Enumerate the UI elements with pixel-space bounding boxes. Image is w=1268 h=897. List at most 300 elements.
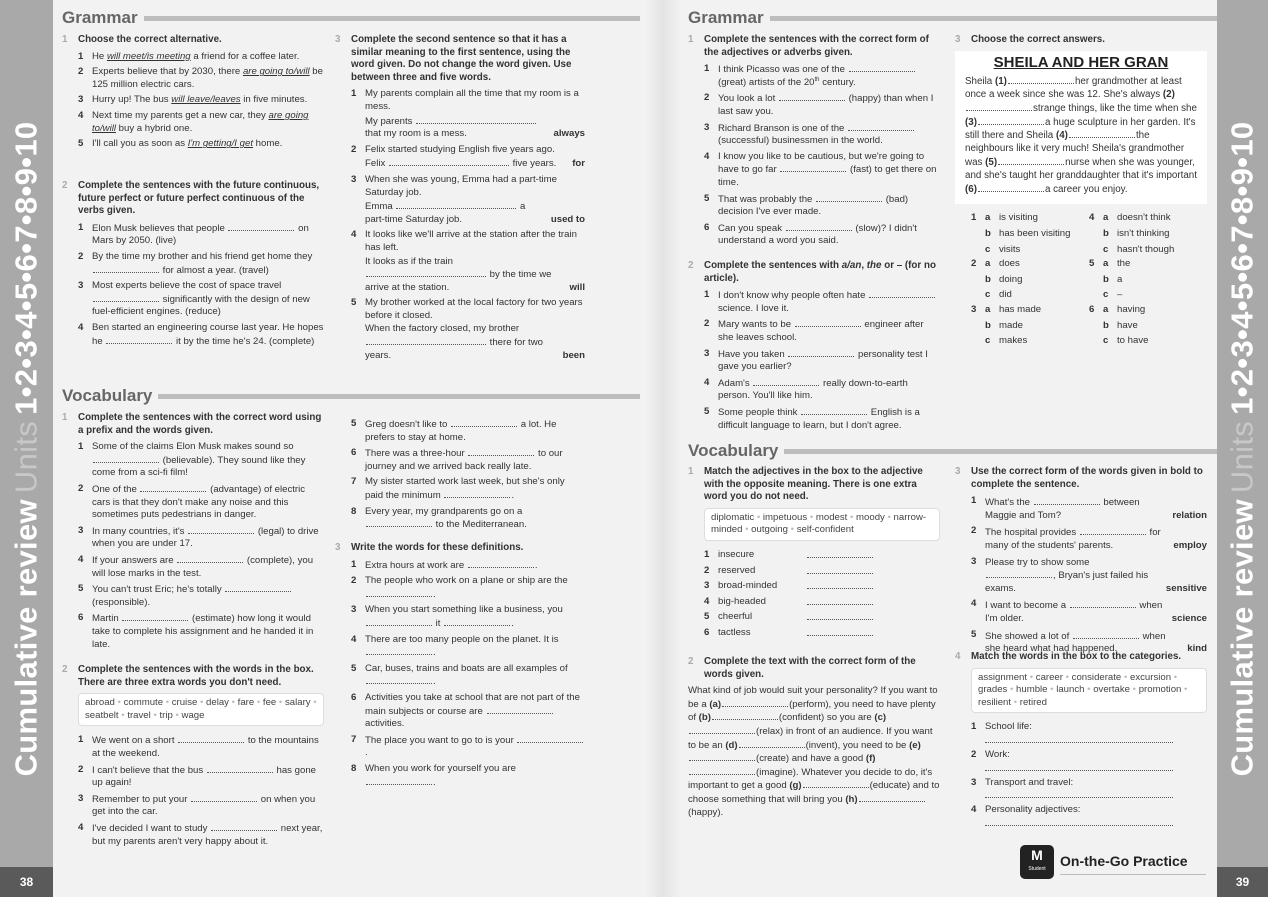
item-sentence — [365, 763, 585, 789]
exercise-1 — [688, 466, 940, 643]
option-letter: c — [1103, 243, 1109, 255]
item-sentence — [92, 734, 324, 760]
item-number: 5 — [971, 628, 977, 640]
text: to the Mediterranean. — [433, 519, 527, 531]
answer-blank[interactable] — [848, 122, 914, 131]
answer-blank[interactable] — [177, 554, 243, 563]
answer-option[interactable] — [985, 244, 1070, 257]
item-number: 5 — [351, 297, 357, 309]
text: . — [534, 559, 538, 571]
text: (educate) and to choose something that will bring you — [688, 780, 940, 805]
word-box-item: abroad — [85, 697, 115, 709]
option-group — [1089, 212, 1207, 256]
item-number: 2 — [704, 92, 710, 104]
word-box-item: • narrow-minded — [711, 512, 926, 536]
item-sentence — [365, 692, 585, 731]
answer-blank[interactable] — [788, 348, 854, 357]
item-text — [365, 88, 585, 140]
item-sentence — [92, 251, 324, 277]
list-item — [351, 88, 585, 140]
answer-option[interactable] — [1103, 244, 1174, 257]
sidebar-unit-numbers: 1•2•3•4•5•6•7•8•9•10 — [8, 121, 44, 415]
text: My brother worked at the local factory for two years before it closed. — [365, 297, 583, 321]
item-rewrite — [985, 496, 1207, 522]
word-box-item: • impetuous — [754, 512, 807, 523]
text: (great) artists of the 20 — [718, 76, 815, 88]
text: next year, but my parents aren't very happy about it. — [92, 822, 323, 847]
text: to the mountains at the weekend. — [92, 735, 319, 759]
answer-blank[interactable] — [366, 588, 432, 597]
answer-blank[interactable] — [366, 268, 486, 277]
bold-text: (1) — [994, 76, 1007, 88]
exercise-instruction — [351, 34, 585, 84]
text: We went on a short — [92, 735, 178, 747]
bold-text: (3) — [965, 116, 977, 128]
list-item — [704, 122, 940, 148]
item-sentence — [92, 764, 324, 790]
answer-blank[interactable] — [986, 569, 1052, 578]
exercise-heading — [955, 34, 1207, 47]
word-box-item: • fee — [254, 697, 276, 708]
answer-blank[interactable] — [122, 612, 188, 621]
text: When you start something like a business, you — [365, 604, 563, 616]
text: for almost a year. (travel) — [160, 264, 269, 276]
exercise-heading — [688, 466, 940, 504]
section-title-text: Grammar — [688, 7, 764, 27]
answer-blank[interactable] — [366, 518, 432, 527]
text: (confident) so you are — [778, 712, 875, 724]
answer-blank[interactable] — [444, 489, 510, 498]
answer-blank[interactable] — [849, 63, 915, 72]
list-item — [78, 583, 324, 609]
item-number: 2 — [78, 250, 84, 262]
list-item — [78, 94, 324, 107]
item-sentence — [92, 138, 324, 151]
answer-blank[interactable] — [228, 222, 294, 231]
item-number: 4 — [704, 376, 710, 388]
list-item — [78, 764, 324, 790]
text: a friend for a coffee later. — [190, 50, 300, 62]
item-text — [718, 348, 940, 374]
answer-blank[interactable] — [689, 725, 755, 734]
item-rewrite — [365, 200, 585, 226]
text: Felix — [365, 158, 388, 170]
list-item — [78, 322, 324, 348]
item-text — [718, 222, 940, 248]
answer-blank[interactable] — [366, 675, 432, 684]
answer-blank[interactable] — [188, 525, 254, 534]
answer-blank[interactable] — [795, 318, 861, 327]
answer-blank[interactable] — [211, 822, 277, 831]
list-item — [971, 495, 1207, 522]
word-box-item: • considerate — [1063, 672, 1121, 683]
answer-option[interactable] — [1103, 335, 1148, 348]
answer-option[interactable] — [1103, 274, 1130, 287]
exercise-2 — [62, 664, 324, 851]
exercise-instruction — [78, 664, 324, 689]
answer-blank[interactable] — [444, 617, 510, 626]
item-text — [718, 318, 940, 344]
answer-option[interactable] — [1103, 212, 1174, 225]
text: , — [861, 260, 867, 271]
exercise-number: 2 — [62, 180, 68, 191]
exercise-3 — [955, 466, 1207, 659]
answer-blank[interactable] — [978, 116, 1044, 125]
answer-blank[interactable] — [1073, 630, 1139, 639]
bold-text: (6) — [965, 183, 977, 195]
answer-option[interactable] — [1103, 320, 1148, 333]
text: She showed a lot of — [985, 630, 1072, 642]
answer-blank[interactable] — [722, 698, 788, 707]
answer-option[interactable] — [985, 320, 1041, 333]
word-box-item: • promotion — [1130, 684, 1181, 695]
item-text — [92, 222, 324, 248]
text: , Bryan's just failed his exams. — [985, 570, 1149, 594]
answer-line[interactable] — [985, 770, 1173, 771]
exercise-3 — [335, 542, 585, 792]
text: century. — [819, 76, 856, 88]
option-text: have — [1117, 319, 1138, 331]
item-sentence — [92, 525, 324, 551]
item-sentence — [365, 604, 585, 630]
answer-blank[interactable] — [468, 447, 534, 456]
list-item — [351, 763, 585, 789]
item-text — [365, 297, 585, 362]
answer-blank[interactable] — [689, 752, 755, 761]
text: Some of the claims Elon Musk makes sound so — [92, 441, 294, 453]
item-sentence — [365, 734, 585, 760]
word-box-item: • overtake — [1085, 684, 1131, 695]
item-number: 4 — [351, 229, 357, 241]
answer-option[interactable] — [1103, 289, 1130, 302]
answer-blank[interactable] — [869, 289, 935, 298]
answer-blank[interactable] — [517, 734, 583, 743]
answer-option[interactable] — [985, 258, 1022, 271]
exercise-number: 3 — [955, 34, 961, 45]
answer-blank[interactable] — [451, 418, 517, 427]
answer-blank[interactable] — [1008, 75, 1074, 84]
answer-blank[interactable] — [1080, 526, 1146, 535]
answer-blank[interactable] — [106, 335, 172, 344]
answer-blank[interactable] — [807, 549, 873, 558]
superscript: th — [814, 76, 820, 83]
answer-blank[interactable] — [191, 793, 257, 802]
sidebar-units: Units — [8, 420, 44, 493]
text: Extra hours at work are — [365, 559, 467, 571]
answer-blank[interactable] — [389, 157, 509, 166]
word-box-item: • delay — [197, 697, 229, 708]
answer-blank[interactable] — [366, 617, 432, 626]
item-number: 4 — [78, 109, 84, 121]
option-group — [1089, 258, 1207, 302]
item-text — [92, 554, 324, 580]
item-sentence — [365, 144, 585, 157]
list-item — [971, 556, 1207, 596]
item-text — [365, 476, 585, 502]
answer-option[interactable] — [985, 335, 1041, 348]
answer-blank[interactable] — [803, 779, 869, 788]
option-letter: b — [985, 273, 991, 285]
item-text — [365, 763, 585, 789]
word-box-item: • grades — [978, 672, 1177, 696]
text: for many of the students' parents. — [985, 527, 1161, 551]
exercise-1 — [688, 34, 940, 251]
answer-blank[interactable] — [93, 264, 159, 273]
answer-blank[interactable] — [978, 183, 1044, 192]
answer-blank[interactable] — [739, 739, 805, 748]
item-text — [92, 94, 324, 107]
item-text — [365, 144, 585, 171]
list-item — [78, 110, 324, 135]
answer-blank[interactable] — [859, 793, 925, 802]
item-sentence — [365, 174, 585, 199]
answer-option[interactable] — [985, 212, 1070, 225]
text: Complete the sentences with the correct word using a prefix and the words given. — [78, 412, 322, 436]
answer-line[interactable] — [985, 742, 1173, 743]
item-text — [365, 506, 585, 532]
item-sentence — [92, 222, 324, 248]
list-item — [704, 377, 940, 403]
list-item — [971, 525, 1207, 552]
item-number: 6 — [351, 447, 357, 459]
item-rewrite — [365, 157, 585, 171]
word-box-item: • trip — [151, 710, 173, 721]
text: My sister started work last week, but she's only paid the minimum — [365, 476, 565, 501]
option-text: doesn't think — [1117, 212, 1171, 224]
rewrite-text — [365, 200, 545, 226]
text: Choose the correct alternative. — [78, 34, 222, 45]
section-title-text: Vocabulary — [688, 440, 779, 460]
exercise-number: 3 — [335, 34, 341, 45]
text: . — [433, 588, 436, 600]
item-rewrite — [365, 323, 585, 362]
text: (slow)? I didn't understand a word you said. — [718, 222, 917, 247]
sidebar-unit-numbers: 1•2•3•4•5•6•7•8•9•10 — [1224, 121, 1260, 415]
list-item — [704, 565, 940, 578]
sidebar-title-text: Cumulative review — [1224, 498, 1260, 776]
answer-blank[interactable] — [807, 565, 873, 574]
item-number: 2 — [704, 318, 710, 330]
answer-option[interactable] — [1103, 228, 1174, 241]
text: personality test I gave you earlier? — [718, 348, 928, 373]
page-number: 38 — [0, 867, 53, 897]
answer-options — [971, 212, 1207, 349]
key-word: for — [572, 158, 585, 170]
text: My parents complain all the time that my room is a mess. — [365, 88, 579, 112]
exercise-4 — [955, 651, 1207, 832]
italic-text: a/an — [841, 260, 862, 271]
key-word: relation — [1172, 509, 1207, 521]
alternative-choice: are going to/will — [242, 66, 310, 78]
answer-blank[interactable] — [1070, 599, 1136, 608]
text: on Mars by 2050. (live) — [92, 222, 309, 247]
item-number: 1 — [78, 50, 84, 62]
item-number: 4 — [78, 821, 84, 833]
item-rewrite — [985, 599, 1207, 625]
item-text — [92, 483, 324, 522]
answer-blank[interactable] — [807, 596, 873, 605]
answer-blank[interactable] — [468, 559, 534, 568]
answer-option[interactable] — [985, 289, 1022, 302]
answer-blank[interactable] — [487, 705, 553, 714]
answer-blank[interactable] — [207, 764, 273, 773]
text: (advantage) of electric cars is that they don't make any noise and this sometimes puts pedestrians in danger. — [92, 483, 306, 521]
answer-blank[interactable] — [366, 646, 432, 655]
item-number: 3 — [78, 280, 84, 292]
text: Complete the second sentence so that it has a similar meaning to the first sentence, using the word given. Do not change the word given. Use between three and five words. — [351, 34, 572, 83]
answer-blank[interactable] — [93, 454, 159, 463]
text: buy a hybrid one. — [116, 122, 193, 134]
text: Martin — [92, 613, 122, 625]
answer-blank[interactable] — [966, 102, 1032, 111]
divider — [158, 394, 640, 399]
alternative-choice: will leave/leaves — [171, 94, 241, 106]
text: When the factory closed, my brother — [365, 323, 520, 335]
text: Sheila — [965, 76, 995, 88]
answer-option[interactable] — [985, 228, 1070, 241]
answer-blank[interactable] — [998, 156, 1064, 165]
answer-blank[interactable] — [816, 193, 882, 202]
text: Adam's — [718, 377, 753, 389]
item-sentence — [92, 66, 324, 91]
answer-blank[interactable] — [140, 483, 206, 492]
item-text — [92, 764, 324, 790]
item-text — [365, 692, 585, 731]
exercise-1 — [62, 412, 324, 654]
answer-blank[interactable] — [1069, 129, 1135, 138]
item-number: 8 — [351, 762, 357, 774]
answer-blank[interactable] — [801, 406, 867, 415]
item-number: 4 — [704, 595, 710, 607]
answer-blank[interactable] — [1034, 496, 1100, 505]
answer-blank[interactable] — [366, 336, 486, 345]
option-list — [1103, 304, 1148, 348]
answer-blank[interactable] — [712, 711, 778, 720]
answer-blank[interactable] — [689, 766, 755, 775]
item-sentence — [718, 193, 940, 219]
answer-option[interactable] — [985, 304, 1041, 317]
answer-blank[interactable] — [416, 115, 536, 124]
text: (successful) businessmen in the world. — [718, 135, 883, 147]
rewrite-text — [985, 599, 1166, 625]
text: Complete the sentences with — [704, 260, 842, 271]
word-box-item: • salary — [276, 697, 310, 708]
text: Write the words for these definitions. — [351, 542, 524, 553]
text: Experts believe that by 2030, there — [92, 66, 243, 78]
text: has gone up again! — [92, 764, 316, 789]
list-item — [351, 634, 585, 660]
text: Match the words in the box to the categories. — [971, 651, 1182, 662]
adjective: cheerful — [718, 611, 753, 623]
text: The hospital provides — [985, 527, 1079, 539]
answer-line[interactable] — [985, 825, 1173, 826]
section-title-vocabulary — [688, 441, 1217, 461]
word-box-item: • fare — [229, 697, 254, 708]
option-letter: a — [1103, 258, 1109, 270]
answer-blank[interactable] — [225, 583, 291, 592]
answer-option[interactable] — [1103, 304, 1148, 317]
list-item — [351, 559, 585, 573]
text: (fast) to get there on time. — [718, 164, 937, 188]
item-number: 4 — [971, 598, 977, 610]
text: Elon Musk believes that people — [92, 222, 228, 234]
text: science. I love it. — [718, 302, 789, 314]
item-sentence — [365, 418, 585, 444]
answer-blank[interactable] — [178, 734, 244, 743]
item-text — [92, 322, 324, 348]
text: or – (for no article). — [704, 260, 936, 284]
answer-blank[interactable] — [396, 200, 516, 209]
answer-blank[interactable] — [807, 627, 873, 636]
sidebar-title-text: Cumulative review — [8, 498, 44, 776]
item-number: 4 — [351, 633, 357, 645]
item-text — [92, 66, 324, 91]
exercise-instruction — [78, 34, 222, 47]
adjective: big-headed — [718, 595, 767, 607]
text: that my room is a mess. — [365, 128, 467, 140]
answer-line[interactable] — [985, 797, 1173, 798]
bold-text: (5) — [985, 156, 998, 168]
exercise-heading — [955, 466, 1207, 491]
item-number: 3 — [704, 347, 710, 359]
exercise-number: 1 — [688, 34, 694, 45]
answer-blank[interactable] — [779, 92, 845, 101]
text: I've decided I want to study — [92, 822, 211, 834]
item-text — [718, 289, 940, 315]
adjective: tactless — [718, 626, 751, 638]
answer-blank[interactable] — [93, 293, 159, 302]
option-text: does — [999, 258, 1020, 270]
item-text — [92, 110, 324, 135]
alternative-choice: are going to/will — [92, 109, 309, 134]
list-item — [351, 663, 585, 689]
item-number: 2 — [971, 525, 977, 537]
word-box-item: • travel — [119, 710, 151, 721]
item-sentence — [718, 222, 940, 248]
item-rewrite — [365, 256, 585, 295]
item-rewrite — [365, 115, 585, 141]
on-the-go-practice-logo[interactable] — [1020, 845, 1206, 879]
answer-option[interactable] — [1103, 258, 1130, 271]
list-item — [78, 612, 324, 651]
list-item — [351, 447, 585, 473]
answer-blank[interactable] — [780, 163, 846, 172]
answer-blank[interactable] — [807, 580, 873, 589]
answer-blank[interactable] — [807, 611, 873, 620]
answer-blank[interactable] — [786, 222, 852, 231]
item-number: 5 — [78, 138, 84, 150]
bold-text: (b) — [698, 712, 711, 724]
answer-blank[interactable] — [753, 377, 819, 386]
item-text — [985, 495, 1207, 522]
category — [971, 777, 1207, 799]
answer-blank[interactable] — [366, 776, 432, 785]
item-number: 1 — [78, 734, 84, 746]
exercise-heading — [688, 656, 940, 681]
answer-option[interactable] — [985, 274, 1022, 287]
story-box — [955, 51, 1207, 205]
item-sentence — [365, 88, 585, 113]
sidebar-right — [1217, 0, 1268, 897]
text: Have you taken — [718, 348, 788, 360]
item-text — [718, 92, 940, 118]
item-number: 3 — [351, 173, 357, 185]
item-text — [92, 793, 324, 819]
sidebar-left — [0, 0, 53, 897]
bold-text: (2) — [1162, 88, 1175, 100]
section-title-text: Grammar — [62, 7, 138, 27]
exercise-number: 1 — [62, 412, 68, 423]
